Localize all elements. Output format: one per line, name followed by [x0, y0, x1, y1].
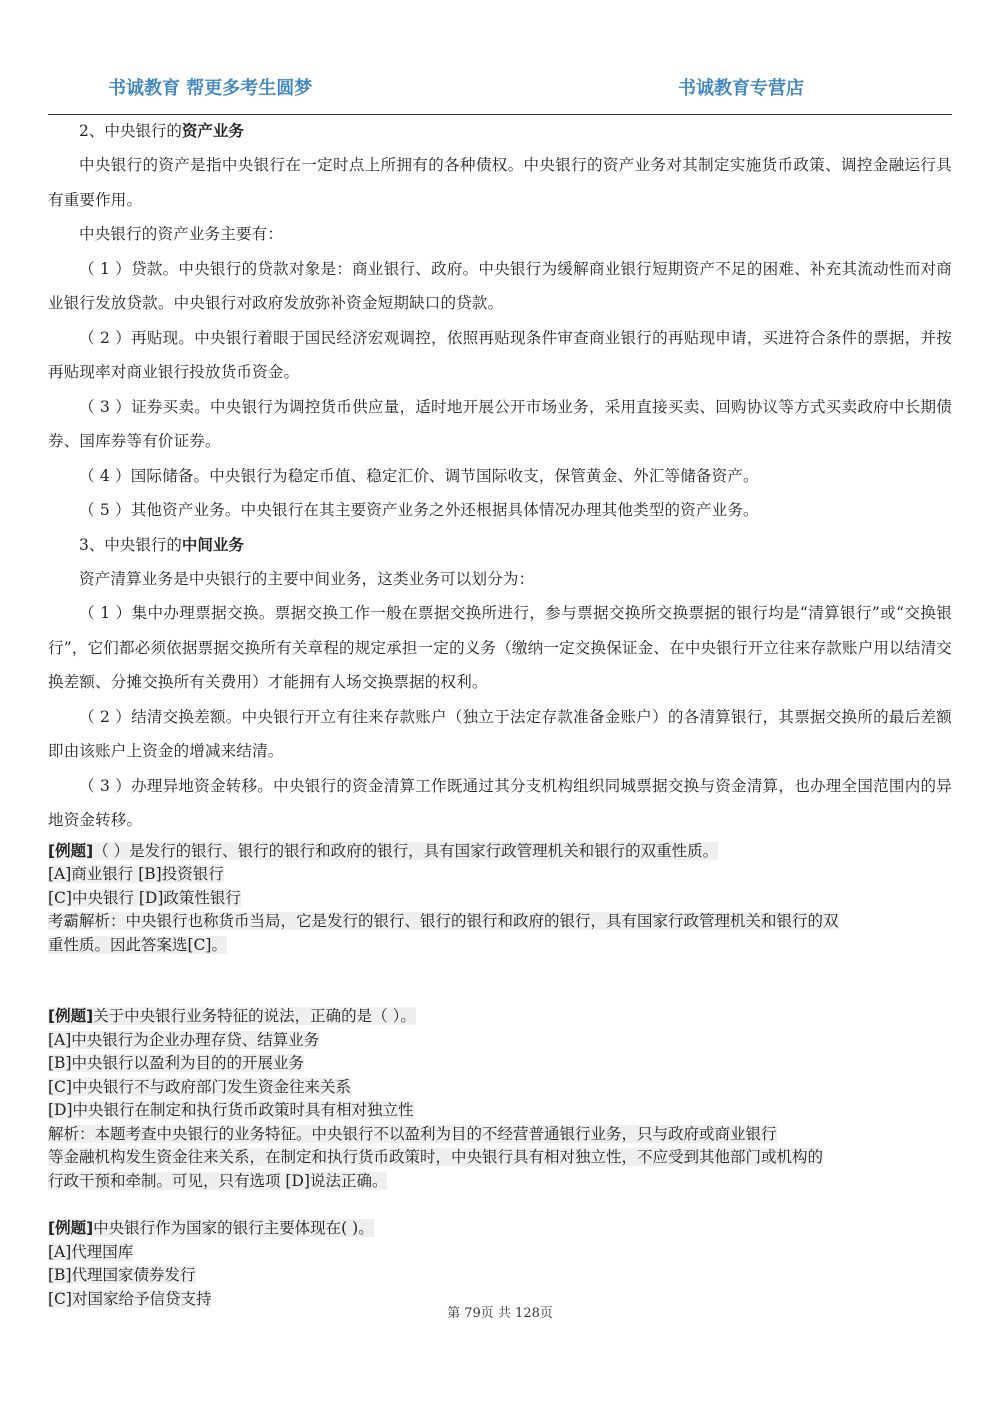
paragraph: （ 2 ）结清交换差额。中央银行开立有往来存款账户（独立于法定存款准备金账户）的各清算银行，其票据交换所的最后差额即由该账户上资金的增减来结清。: [48, 707, 952, 760]
example-tag: [例题]: [48, 841, 94, 860]
example-1: [48, 840, 952, 958]
page-content: [48, 114, 952, 1311]
paragraph: 资产清算业务是中央银行的主要中间业务，这类业务可以划分为：: [79, 569, 535, 588]
section-3-title-bold: 中间业务: [181, 535, 244, 554]
option-row: [A]商业银行 [B]投资银行: [48, 865, 224, 883]
analysis-line: 等金融机构发生资金往来关系，在制定和执行货币政策时，中央银行具有相对独立性，不应受到其他部门或机构的: [48, 1148, 824, 1166]
example-tag: [例题]: [48, 1007, 94, 1025]
example-3: [48, 1217, 952, 1311]
analysis-line: 考霸解析：中央银行也称货币当局，它是发行的银行、银行的银行和政府的银行，具有国家行政管理机关和银行的双: [48, 912, 839, 930]
option-row: [B]代理国家债券发行: [48, 1266, 196, 1284]
question-text: 关于中央银行业务特征的说法，正确的是（ ）。: [93, 1007, 416, 1025]
analysis-line: 解析：本题考查中央银行的业务特征。中央银行不以盈利为目的不经营普通银行业务，只与政府或商业银行: [48, 1124, 777, 1143]
paragraph: （ 3 ）证券买卖。中央银行为调控货币供应量，适时地开展公开市场业务，采用直接买卖、回购协议等方式买卖政府中长期债券、国库券等有价证券。: [48, 397, 952, 450]
section-3-title: [48, 528, 952, 562]
option-row: [C]对国家给予信贷支持: [48, 1289, 212, 1308]
example-2: [48, 1005, 952, 1193]
paragraph: 中央银行的资产业务主要有：: [79, 225, 284, 243]
paragraph: （ 4 ）国际储备。中央银行为稳定币值、稳定汇价、调节国际收支，保管黄金、外汇等储备资产。: [79, 466, 759, 485]
option-row: [D]中央银行在制定和执行货币政策时具有相对独立性: [48, 1101, 414, 1119]
page-footer: 第 79页 共 128页: [447, 1306, 553, 1321]
paragraph: （ 2 ）再贴现。中央银行着眼于国民经济宏观调控，依照再贴现条件审查商业银行的再贴现申请，买进符合条件的票据，并按再贴现率对商业银行投放货币资金。: [48, 328, 952, 381]
analysis-line: 重性质。因此答案选[C]。: [48, 935, 227, 954]
option-row: [A]中央银行为企业办理存贷、结算业务: [48, 1030, 320, 1049]
section-2-title-bold: 资产业务: [181, 122, 244, 140]
paragraph: （ 5 ）其他资产业务。中央银行在其主要资产业务之外还根据具体情况办理其他类型的资产业务。: [79, 501, 759, 519]
analysis-line: 行政干预和牵制。可见，只有选项 [D]说法正确。: [48, 1171, 388, 1190]
paragraph: 中央银行的资产是指中央银行在一定时点上所拥有的各种债权。中央银行的资产业务对其制定实施货币政策、调控金融运行具有重要作用。: [48, 156, 952, 209]
header-left-text: 书诚教育 帮更多考生圆梦: [108, 78, 313, 99]
section-2-title: [48, 114, 952, 148]
section-3-title-prefix: 3、中央银行的: [79, 535, 182, 554]
paragraph: （ 1 ）集中办理票据交换。票据交换工作一般在票据交换所进行，参与票据交换所交换票据的银行均是“清算银行”或“交换银行”，它们都必须依据票据交换所有关章程的规定承担一定的义务（缴纳一定交换保证金、在中央银行开立往来存款账户用以结清交换差额、分摊交换所有关费用）才能拥有人场交换票据的权利。: [48, 604, 952, 691]
example-question: [48, 1217, 952, 1241]
header-right-text: 书诚教育专营店: [678, 78, 804, 99]
option-row: [A]代理国库: [48, 1242, 134, 1261]
section-2-title-prefix: 2、中央银行的: [79, 122, 182, 140]
paragraph: （ 1 ）贷款。中央银行的贷款对象是：商业银行、政府。中央银行为缓解商业银行短期资产不足的困难、补充其流动性而对商业银行发放贷款。中央银行对政府发放弥补资金短期缺口的贷款。: [48, 259, 952, 312]
option-row: [B]中央银行以盈利为目的的开展业务: [48, 1054, 304, 1072]
paragraph: （ 3 ）办理异地资金转移。中央银行的资金清算工作既通过其分支机构组织同城票据交换与资金清算，也办理全国范围内的异地资金转移。: [48, 776, 952, 829]
page-header: [48, 72, 952, 115]
option-row: [C]中央银行 [D]政策性银行: [48, 888, 241, 907]
question-text: 中央银行作为国家的银行主要体现在( )。: [93, 1219, 374, 1237]
example-tag: [例题]: [48, 1219, 94, 1237]
example-question: [48, 1005, 952, 1029]
example-question: [48, 840, 952, 864]
question-text: （ ）是发行的银行、银行的银行和政府的银行，具有国家行政管理机关和银行的双重性质。: [93, 841, 719, 860]
option-row: [C]中央银行不与政府部门发生资金往来关系: [48, 1077, 351, 1096]
